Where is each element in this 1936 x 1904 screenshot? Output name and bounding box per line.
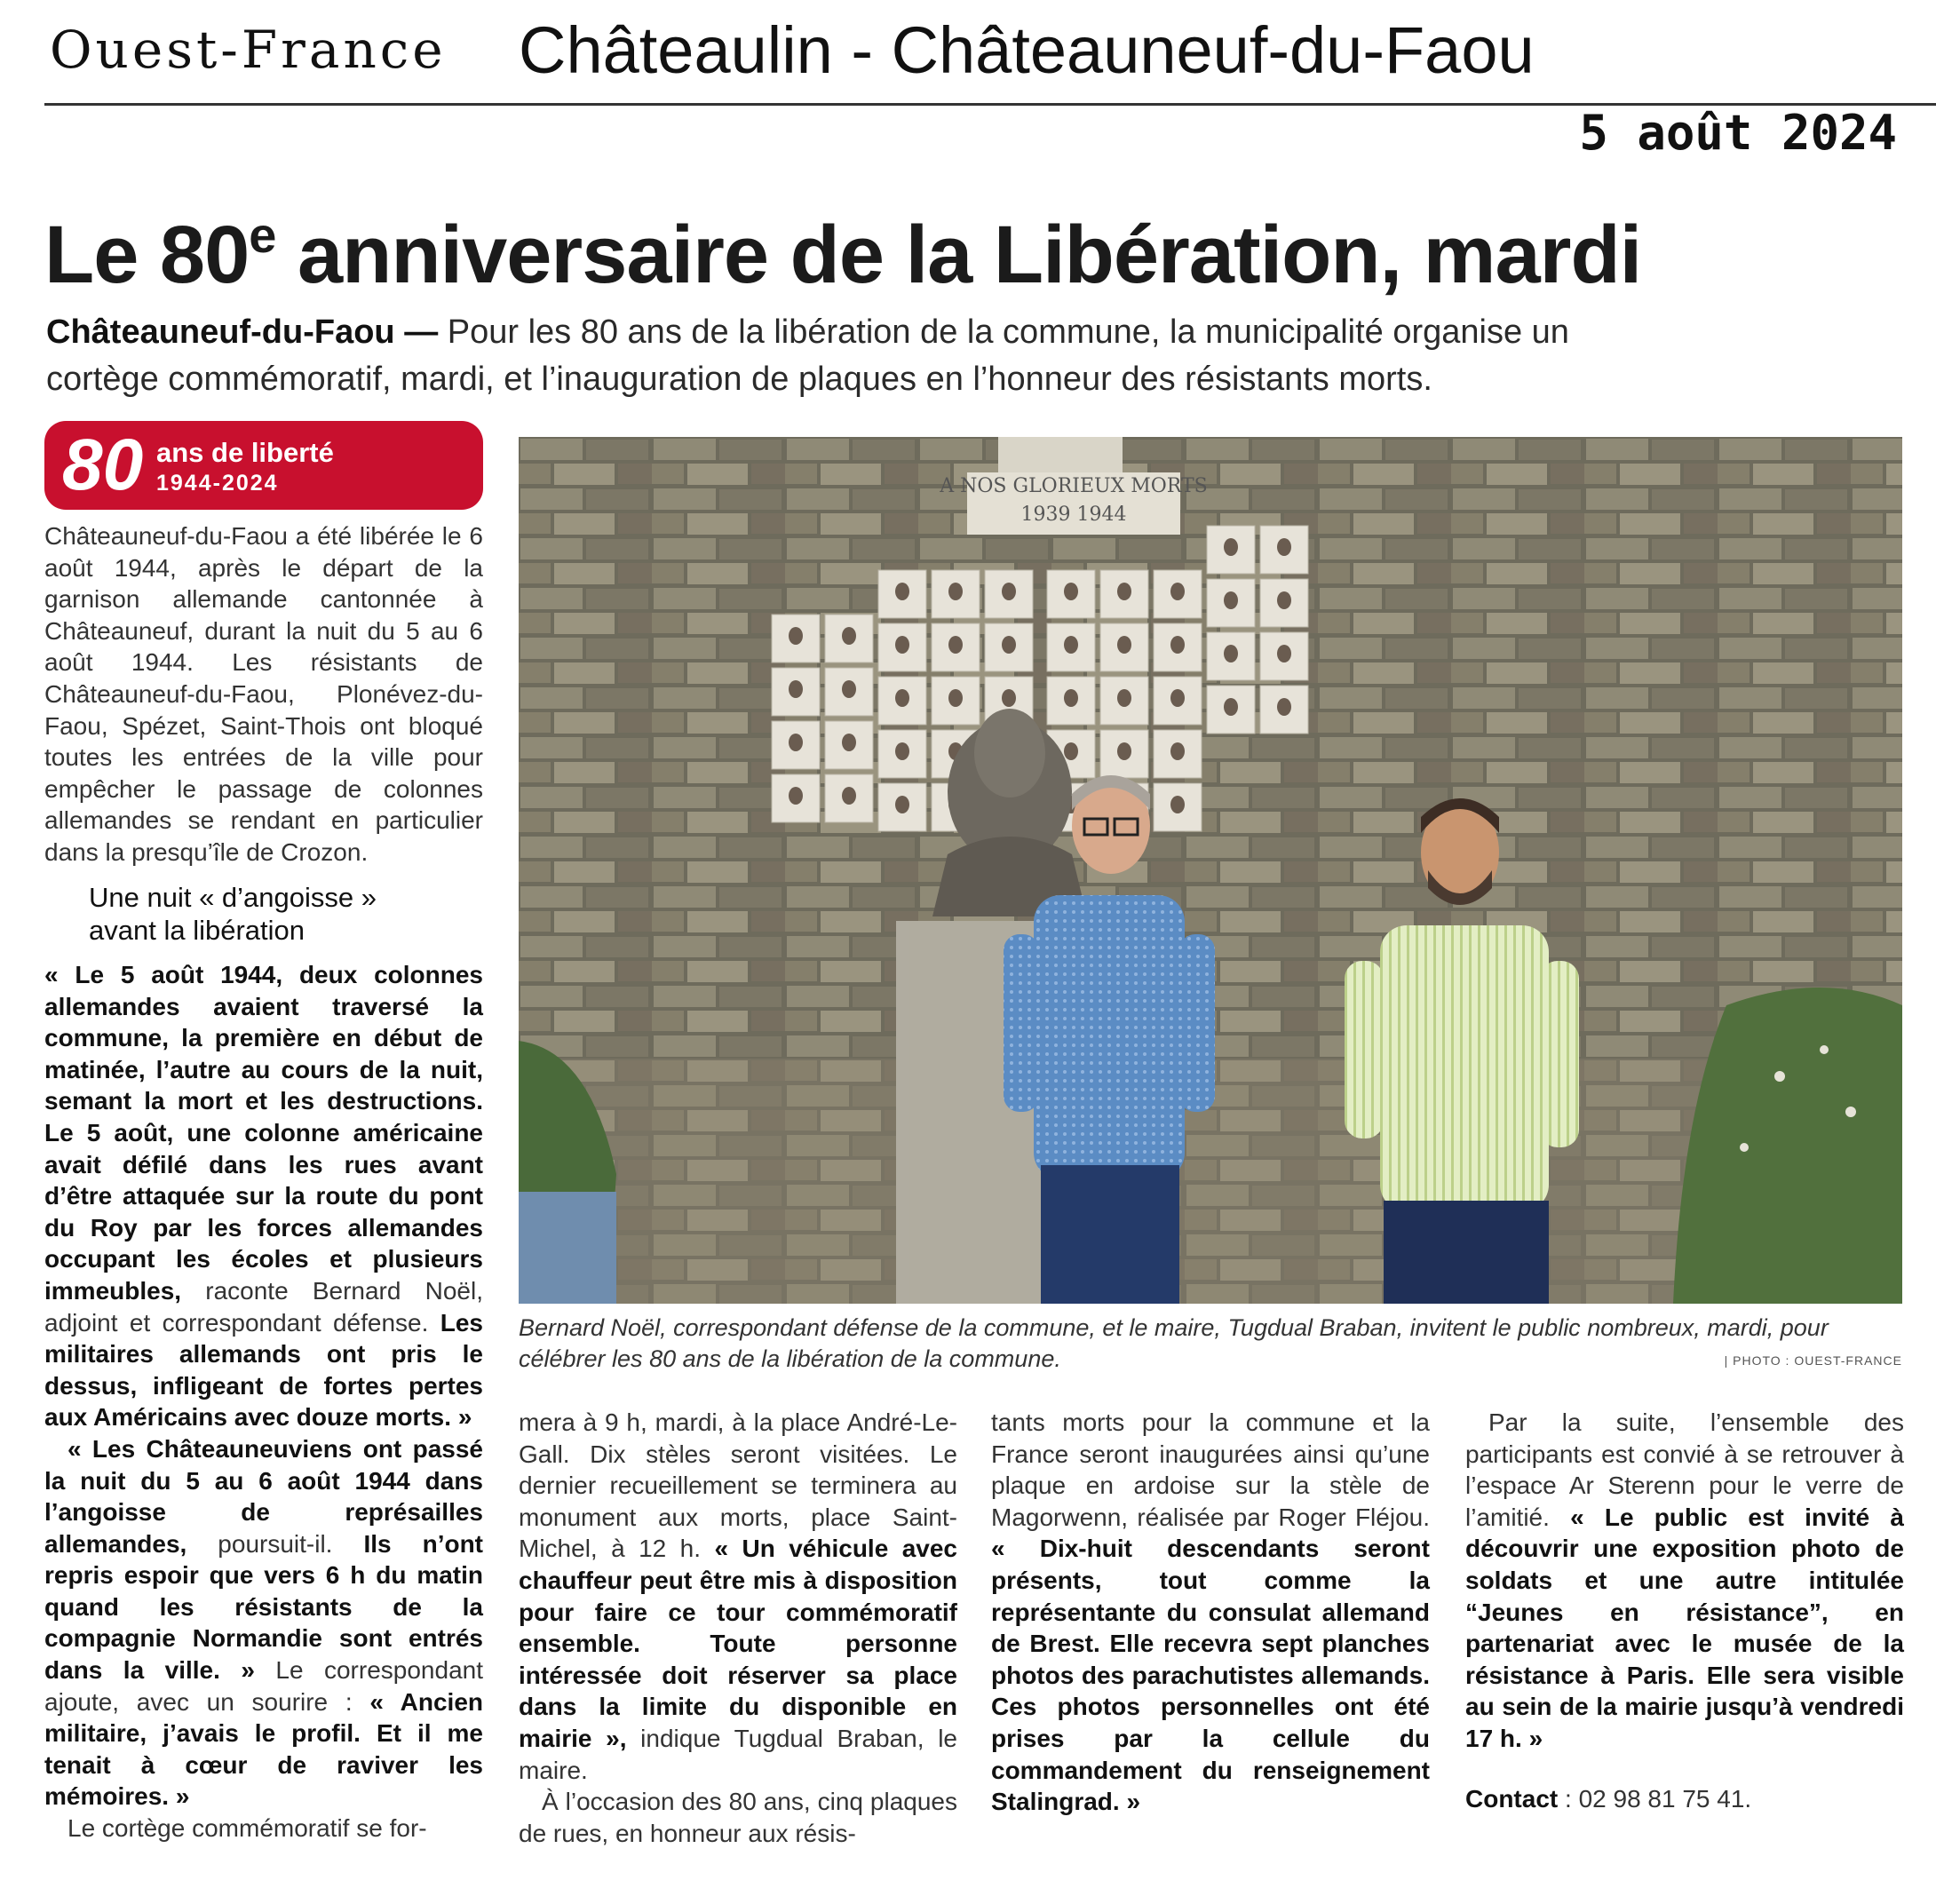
- portrait-medallion: [842, 787, 856, 805]
- anniversary-badge: [44, 421, 483, 510]
- issue-date: 5 août 2024: [1579, 105, 1897, 161]
- portrait-medallion: [1117, 689, 1131, 707]
- column-3: [991, 1407, 1430, 1818]
- portrait-medallion: [1117, 583, 1131, 600]
- portrait-medallion: [1277, 538, 1291, 556]
- portrait-medallion: [1277, 645, 1291, 662]
- portrait-medallion: [789, 627, 803, 645]
- portrait-medallion: [1064, 636, 1078, 654]
- badge-years: 1944-2024: [156, 471, 279, 496]
- portrait-medallion: [1002, 583, 1016, 600]
- portrait-medallion: [789, 680, 803, 698]
- portrait-medallion: [1277, 698, 1291, 716]
- column-2-paragraph-2: À l’occasion des 80 ans, cinq plaques de rues, en honneur aux résis-: [519, 1788, 957, 1847]
- portrait-medallion: [895, 689, 909, 707]
- portrait-medallion: [789, 787, 803, 805]
- portrait-medallion: [895, 583, 909, 600]
- contact-line: Contact : 02 98 81 75 41.: [1465, 1784, 1752, 1813]
- quote-paragraph-2: « Les Châteauneuviens ont passé la nuit du 5 au 6 août 1944 dans l’angoisse de représailles allemandes, poursuit-il. Ils n’ont repris espoir que vers 6 h du matin quand les résistants de la compagnie Normandie sont entrés dans la ville. » Le correspondant ajoute, avec un sourire : « Ancien militaire, j’avais le profil. Et il me tenait à cœur de raviver les mémoires. »: [44, 1434, 484, 1811]
- badge-number: 80: [62, 424, 144, 505]
- article-standfirst: Châteauneuf-du-Faou — Pour les 80 ans de la libération de la commune, la municipalité organise un cortège commémoratif, mardi, et l’inauguration de plaques en l’honneur des résistants morts.: [46, 313, 1569, 398]
- column-4: [1465, 1407, 1904, 1814]
- portrait-medallion: [1117, 742, 1131, 760]
- article-subheading: Une nuit « d’angoisse » avant la libération: [89, 882, 377, 946]
- portrait-medallion: [1224, 645, 1238, 662]
- portrait-medallion: [1002, 636, 1016, 654]
- photo-caption: Bernard Noël, correspondant défense de la commune, et le maire, Tugdual Braban, invitent le public nombreux, mardi, pour célébrer les 80 ans de la libération de la commune.: [519, 1314, 1829, 1372]
- portrait-medallion: [1224, 591, 1238, 609]
- memorial-dates: 1939 1944: [1020, 504, 1127, 526]
- portrait-medallion: [1224, 698, 1238, 716]
- portrait-medallion: [1277, 591, 1291, 609]
- article-headline: Le 80e anniversaire de la Libération, mardi: [44, 207, 1642, 300]
- portrait-medallion: [1064, 742, 1078, 760]
- portrait-medallion: [1064, 583, 1078, 600]
- cortege-paragraph: Le cortège commémoratif se for-: [67, 1814, 427, 1843]
- portrait-medallion: [1170, 583, 1185, 600]
- portrait-medallion: [1064, 689, 1078, 707]
- portrait-medallion: [948, 689, 963, 707]
- column-4-paragraph-1: Par la suite, l’ensemble des participants est convié à se retrouver à l’espace Ar Sterenn pour le verre de l’amitié. « Le public est invité à découvrir une exposition photo de soldats et une autre intitulée “Jeunes en résistance”, en partenariat avec le musée de la résistance à Paris. Elle sera visible au sein de la mairie jusqu’à vendredi 17 h. »: [1465, 1408, 1904, 1752]
- portrait-medallion: [1170, 636, 1185, 654]
- section-title: Châteaulin - Châteauneuf-du-Faou: [519, 13, 1535, 87]
- column-2-paragraph-1: mera à 9 h, mardi, à la place André-Le-Gall. Dix stèles seront visitées. Le dernier recueillement se terminera au monument aux morts, place Saint-Michel, à 12 h. « Un véhicule avec chauffeur peut être mis à disposition pour faire ce tour commémoratif ensemble. Toute personne intéressée doit réserver sa place dans la limite du disponible en mairie », indique Tugdual Braban, le maire.: [519, 1408, 957, 1784]
- newspaper-name: Ouest-France: [50, 20, 447, 80]
- portrait-medallion: [1170, 689, 1185, 707]
- portrait-medallion: [948, 636, 963, 654]
- portrait-medallion: [842, 680, 856, 698]
- portrait-medallion: [1002, 689, 1016, 707]
- badge-title: ans de liberté: [156, 437, 334, 468]
- intro-paragraph: Châteauneuf-du-Faou a été libérée le 6 août 1944, après le départ de la garnison allemande cantonnée à Châteauneuf, durant la nuit du 5 au 6 août 1944. Les résistants de Châteauneuf-du-Faou, Plonévez-du-Faou, Spézet, Saint-Thois ont bloqué toutes les entrées de la ville pour empêcher le passage de colonnes allemandes se rendant en particulier dans la presqu’île de Crozon.: [44, 522, 483, 866]
- column-1-body: [44, 959, 483, 1844]
- portrait-medallion: [1117, 636, 1131, 654]
- portrait-medallion: [895, 636, 909, 654]
- article-photo: [519, 437, 1902, 1304]
- memorial-inscription: A NOS GLORIEUX MORTS: [940, 475, 1208, 497]
- column-3-paragraph-1: tants morts pour la commune et la France seront inaugurées ainsi qu’une plaque en ardoise sur la stèle de Magorwenn, réalisée par Roger Fléjou. « Dix-huit descendants seront présents, tout comme la représentante du consulat allemand de Brest. Elle recevra sept planches photos des parachutistes allemands. Ces photos personnelles ont été prises par la cellule du commandement du renseignement Stalingrad. »: [991, 1408, 1430, 1816]
- column-1-intro: [44, 520, 483, 869]
- quote-paragraph-1: « Le 5 août 1944, deux colonnes allemandes avaient traversé la commune, la première en début de matinée, l’autre au cours de la nuit, semant la mort et les destructions. Le 5 août, une colonne américaine avait défilé dans les rues avant d’être attaquée sur la route du pont du Roy par les forces allemandes occupant les écoles et plusieurs immeubles, raconte Bernard Noël, adjoint et correspondant défense. Les militaires allemands ont pris le dessus, infligeant de fortes pertes aux Américains avec douze morts. »: [44, 961, 484, 1432]
- portrait-medallion: [842, 734, 856, 751]
- portrait-medallion: [1170, 742, 1185, 760]
- portrait-medallion: [895, 742, 909, 760]
- portrait-medallion: [948, 583, 963, 600]
- portrait-medallion: [842, 627, 856, 645]
- portrait-medallion: [1170, 796, 1185, 813]
- photo-credit: | PHOTO : OUEST-FRANCE: [1724, 1353, 1902, 1368]
- portrait-medallion: [1224, 538, 1238, 556]
- column-2: [519, 1407, 957, 1849]
- portrait-medallion: [789, 734, 803, 751]
- portrait-medallion: [895, 796, 909, 813]
- dateline: Châteauneuf-du-Faou —: [46, 313, 439, 351]
